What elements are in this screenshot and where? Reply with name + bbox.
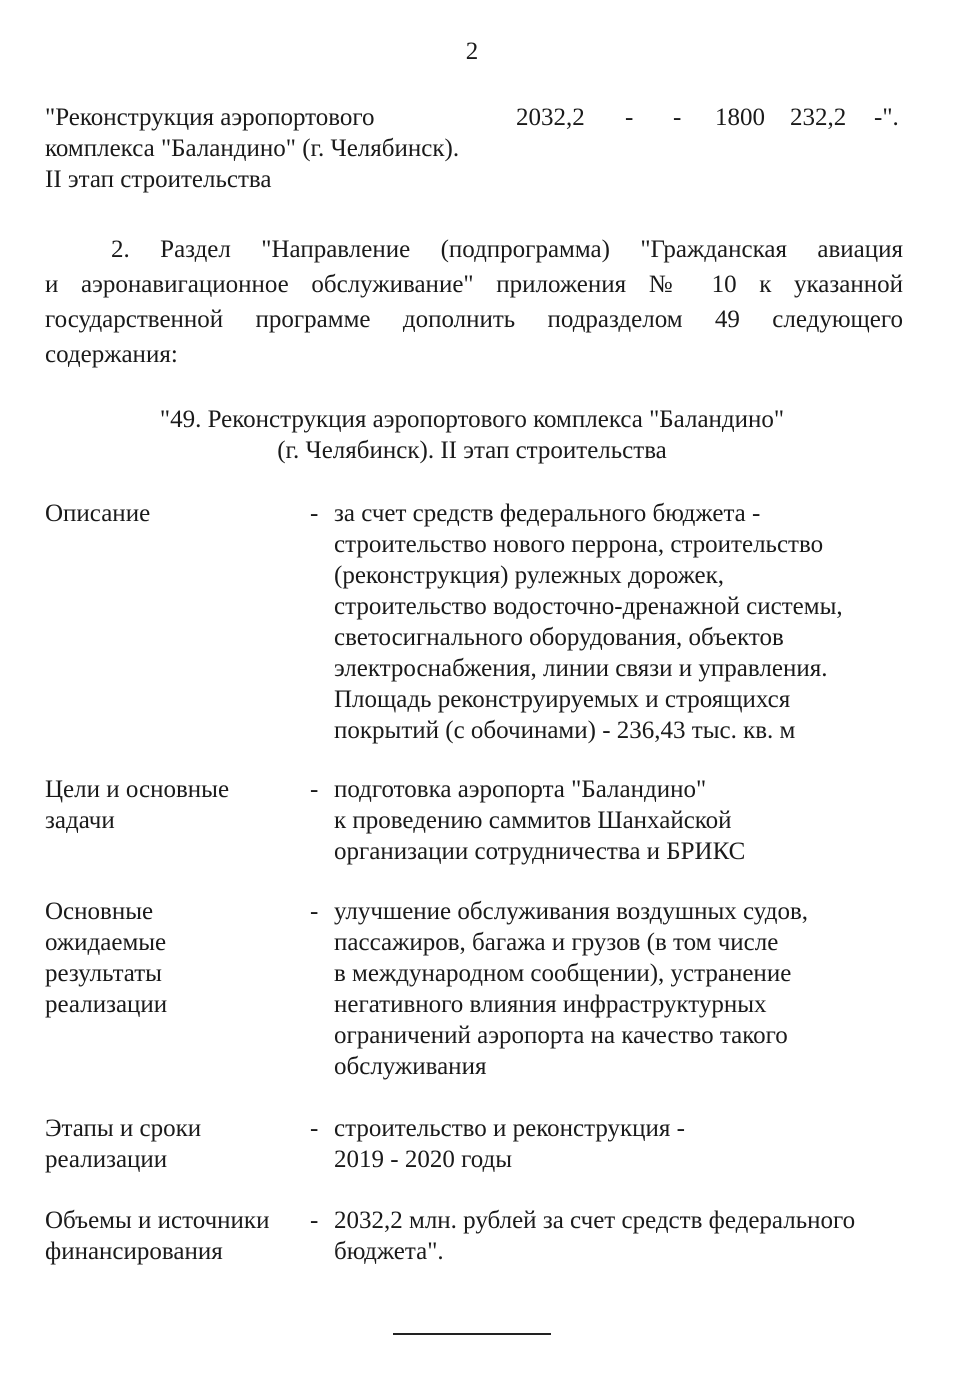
- row-label-line: реализации: [45, 1146, 168, 1173]
- row-label-line: финансирования: [45, 1238, 223, 1265]
- row-content-line: (реконструкция) рулежных дорожек,: [334, 562, 725, 589]
- row-content: [334, 774, 904, 867]
- row-label-line: Этапы и сроки: [45, 1115, 202, 1142]
- total-value: 2032,2: [516, 104, 585, 131]
- paragraph-line: и аэронавигационное обслуживание" приложения № 10 к указанной: [45, 271, 903, 298]
- row-label: [45, 896, 295, 1020]
- row-label: [45, 1205, 295, 1267]
- page-number: 2: [465, 38, 479, 65]
- row-content-line: бюджета".: [334, 1238, 444, 1265]
- row-content-line: пассажиров, багажа и грузов (в том числе: [334, 929, 779, 956]
- subsection-title-line: "49. Реконструкция аэропортового комплекса "Баландино": [159, 406, 785, 433]
- row-content-line: 2019 - 2020 годы: [334, 1146, 513, 1173]
- paragraph-line: государственной программе дополнить подразделом 49 следующего: [45, 306, 903, 333]
- row-label-line: ожидаемые: [45, 929, 167, 956]
- row-content-line: строительство нового перрона, строительство: [334, 531, 824, 558]
- project-name-line: II этап строительства: [45, 166, 272, 193]
- row-dash: -: [310, 500, 319, 527]
- row-label-line: Основные: [45, 898, 154, 925]
- row-label: [45, 498, 295, 529]
- paragraph-line: 2. Раздел "Направление (подпрограмма) "Гражданская авиация: [111, 236, 903, 263]
- row-content-line: строительство и реконструкция -: [334, 1115, 685, 1142]
- row-content-line: ограничений аэропорта на качество такого: [334, 1022, 788, 1049]
- row-content: [334, 896, 904, 1082]
- value-232: 232,2: [790, 104, 847, 131]
- row-content-line: подготовка аэропорта "Баландино": [334, 776, 707, 803]
- row-content-line: обслуживания: [334, 1053, 487, 1080]
- row-content: [334, 1113, 904, 1175]
- row-label: [45, 1113, 295, 1175]
- row-content-line: строительство водосточно-дренажной системы,: [334, 593, 843, 620]
- row-label: [45, 774, 295, 836]
- paragraph-line: содержания:: [45, 341, 178, 368]
- subsection-title: [0, 404, 944, 466]
- row-content-line: улучшение обслуживания воздушных судов,: [334, 898, 809, 925]
- end-separator-line: [393, 1333, 551, 1335]
- value-dash-1: -: [625, 104, 634, 131]
- row-label-line: задачи: [45, 807, 115, 834]
- amendment-paragraph: [45, 232, 903, 372]
- row-label-line: реализации: [45, 991, 168, 1018]
- table-continuation-row: [45, 102, 905, 202]
- project-name-line: комплекса "Баландино" (г. Челябинск).: [45, 135, 460, 162]
- value-dash-end: -".: [874, 104, 899, 131]
- row-content-line: за счет средств федерального бюджета -: [334, 500, 761, 527]
- subsection-title-line: (г. Челябинск). II этап строительства: [277, 437, 667, 464]
- row-content-line: 2032,2 млн. рублей за счет средств федерального: [334, 1207, 856, 1234]
- row-dash: -: [310, 776, 319, 803]
- row-content-line: Площадь реконструируемых и строящихся: [334, 686, 791, 713]
- project-name: [45, 102, 515, 195]
- row-content: [334, 498, 904, 746]
- row-content-line: к проведению саммитов Шанхайской: [334, 807, 732, 834]
- row-label-line: Цели и основные: [45, 776, 230, 803]
- row-label-line: Объемы и источники: [45, 1207, 270, 1234]
- row-label-line: результаты: [45, 960, 162, 987]
- project-name-line: "Реконструкция аэропортового: [45, 104, 375, 131]
- row-content-line: светосигнального оборудования, объектов: [334, 624, 784, 651]
- row-content: [334, 1205, 904, 1267]
- row-content-line: в международном сообщении), устранение: [334, 960, 792, 987]
- row-content-line: электроснабжения, линии связи и управления.: [334, 655, 828, 682]
- row-content-line: негативного влияния инфраструктурных: [334, 991, 767, 1018]
- row-dash: -: [310, 898, 319, 925]
- row-dash: -: [310, 1115, 319, 1142]
- row-content-line: покрытий (с обочинами) - 236,43 тыс. кв. м: [334, 717, 796, 744]
- row-dash: -: [310, 1207, 319, 1234]
- value-1800: 1800: [715, 104, 765, 131]
- row-label-line: Описание: [45, 500, 151, 527]
- row-content-line: организации сотрудничества и БРИКС: [334, 838, 746, 865]
- value-dash-2: -: [673, 104, 682, 131]
